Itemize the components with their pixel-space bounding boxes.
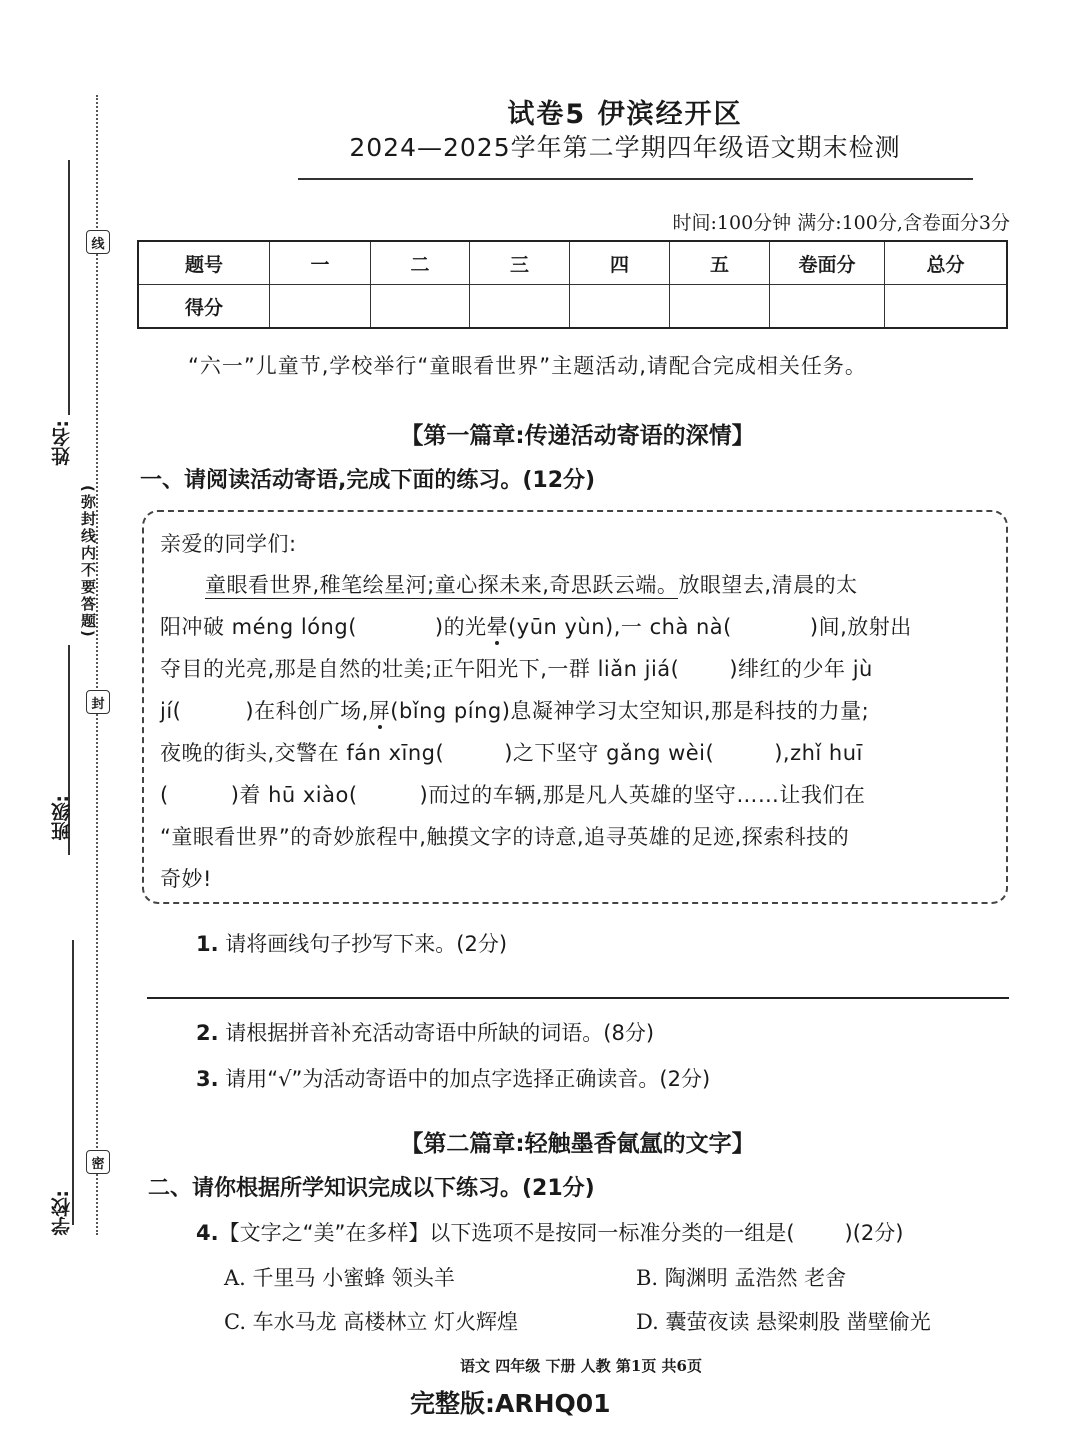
binding-dotted-line [96,95,98,1235]
option-c[interactable]: C. 车水马龙 高楼林立 灯火辉煌 [224,1310,519,1334]
question-1 [196,928,507,958]
name-underline [68,160,70,415]
score-table-score-row [138,285,1007,329]
letter-line-6 [160,779,865,809]
letter-line-5 [160,737,863,767]
answer-line[interactable] [147,997,1009,999]
dotted-char: 屏 [368,699,391,723]
question-3 [196,1063,710,1093]
score-cell[interactable] [470,285,570,329]
letter-text: 夺目的光亮,那是自然的壮美;正午阳光下,一群 liǎn jiá( [160,657,680,681]
letter-line-4 [160,695,869,725]
letter-text: ),zhǐ huī [774,741,863,765]
score-header-cell: 卷面分 [770,241,885,285]
question-number: 4. [196,1221,219,1245]
option-d[interactable]: D. 囊萤夜读 悬梁刺股 凿壁偷光 [636,1310,931,1334]
letter-text: (bǐng píng)息凝神学习太空知识,那是科技的力量; [390,699,870,723]
letter-text: 放眼望去,清晨的太 [678,573,858,597]
dotted-char: 晕 [486,615,509,639]
score-cell[interactable] [885,285,1008,329]
question-number: 3. [196,1067,219,1091]
score-cell[interactable] [570,285,670,329]
question-number: 1. [196,932,219,956]
score-row-label: 得分 [138,285,270,329]
letter-text: ( [160,783,169,807]
letter-text: 夜晚的街头,交警在 fán xīng( [160,741,445,765]
letter-line-2 [160,611,912,641]
score-header-cell: 四 [570,241,670,285]
score-cell[interactable] [670,285,770,329]
letter-line-1 [205,569,858,599]
full-version-code: 完整版:ARHQ01 [410,1389,611,1418]
question-text: 请根据拼音补充活动寄语中所缺的词语。(8分) [225,1021,655,1045]
score-header-cell: 题号 [138,241,270,285]
score-table [137,240,1008,329]
question-text: 请将画线句子抄写下来。(2分) [225,932,508,956]
score-header-cell: 总分 [885,241,1008,285]
question-4 [196,1217,904,1247]
seal-line-warning: (弥封线内不要答题) [79,485,97,639]
letter-text: )绯红的少年 jù [729,657,873,681]
option-b[interactable]: B. 陶渊明 孟浩然 老舍 [636,1266,847,1290]
school-underline [72,940,74,1225]
exam-title: 试卷5 伊滨经开区 [507,99,743,130]
chapter1-title: 【第一篇章:传递活动寄语的深情】 [400,423,755,449]
letter-text: (yūn yùn),一 chà nà( [508,615,732,639]
letter-line-8: 奇妙! [160,867,212,891]
score-header-cell: 一 [270,241,371,285]
page-footer: 语文 四年级 下册 人教 第1页 共6页 [460,1357,702,1375]
class-label: 班级: [51,795,73,841]
option-a[interactable]: A. 千里马 小蜜蜂 领头羊 [224,1266,455,1290]
intro-text: “六一”儿童节,学校举行“童眼看世界”主题活动,请配合完成相关任务。 [188,354,867,378]
score-table-header-row [138,241,1007,285]
question-number: 2. [196,1021,219,1045]
letter-text: )而过的车辆,那是凡人英雄的坚守……让我们在 [419,783,866,807]
chapter2-title: 【第二篇章:轻触墨香氤氲的文字】 [400,1131,755,1157]
score-cell[interactable] [770,285,885,329]
letter-greeting: 亲爱的同学们: [160,532,297,556]
letter-line-7: “童眼看世界”的奇妙旅程中,触摸文字的诗意,追寻英雄的足迹,探索科技的 [160,825,850,849]
letter-text: )之下坚守 gǎng wèi( [504,741,715,765]
name-label: 姓名: [51,420,73,466]
score-header-cell: 二 [371,241,470,285]
title-divider [298,178,973,180]
time-info: 时间:100分钟 满分:100分,含卷面分3分 [672,212,1010,234]
score-header-cell: 三 [470,241,570,285]
score-header-cell: 五 [670,241,770,285]
letter-text: jí( [160,699,182,723]
score-cell[interactable] [270,285,371,329]
underlined-sentence: 童眼看世界,稚笔绘星河;童心探未来,奇思跃云端。 [205,573,679,597]
letter-text: )在科创广场, [245,699,369,723]
section2-heading: 二、请你根据所学知识完成以下练习。(21分) [148,1176,595,1201]
question-text: 请用“√”为活动寄语中的加点字选择正确读音。(2分) [225,1067,711,1091]
binding-mark-feng: 封 [86,690,110,714]
question-text: 【文字之“美”在多样】以下选项不是按同一标准分类的一组是( [218,1221,795,1245]
section1-heading: 一、请阅读活动寄语,完成下面的练习。(12分) [140,468,596,493]
exam-subtitle: 2024—2025学年第二学期四年级语文期末检测 [349,133,901,162]
school-label: 学校: [51,1190,73,1236]
letter-text: )着 hū xiào( [230,783,358,807]
binding-mark-xian: 线 [86,230,110,254]
letter-text: 阳冲破 méng lóng( [160,615,357,639]
question-text: )(2分) [844,1221,904,1245]
letter-line-3 [160,653,873,683]
binding-mark-mi: 密 [86,1150,110,1174]
score-cell[interactable] [371,285,470,329]
question-2 [196,1017,654,1047]
letter-text: )的光 [434,615,487,639]
letter-text: )间,放射出 [809,615,912,639]
